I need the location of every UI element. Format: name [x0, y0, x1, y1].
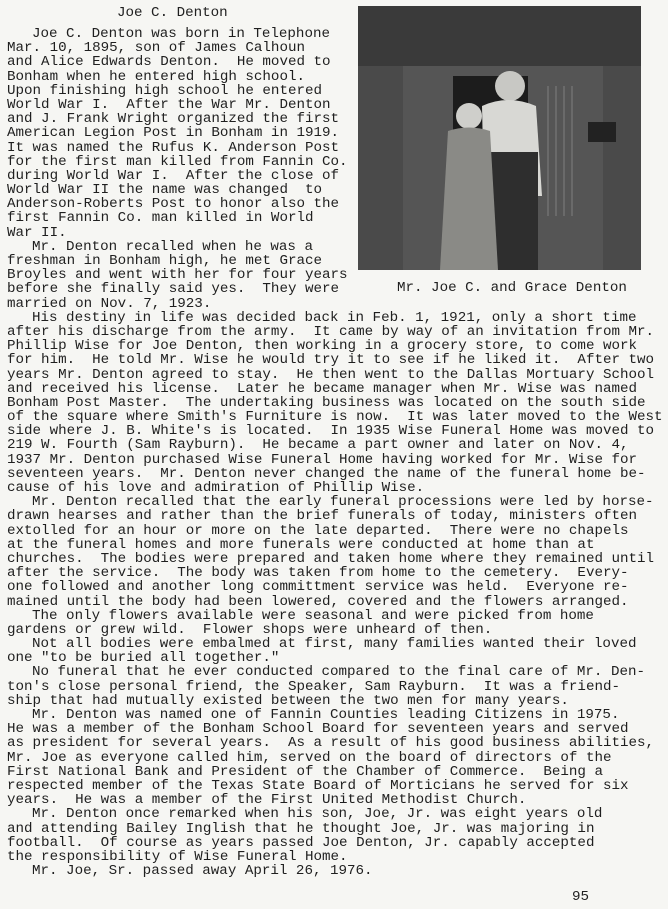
text-line: ship that had mutually existed between the two men for many years. [7, 692, 569, 709]
text-line: for the first man killed from Fannin Co. [7, 153, 348, 170]
body-paragraph [7, 637, 663, 665]
text-line: 219 W. Fourth (Sam Rayburn). He became a part owner and later on Nov. 4, [7, 437, 629, 454]
text-line: before she finally said yes. They were [7, 281, 340, 298]
text-line: Mar. 10, 1895, son of James Calhoun [7, 40, 305, 57]
text-line: one followed and another long committment service was held. Everyone re- [7, 579, 629, 596]
text-line: World War I. After the War Mr. Denton [7, 96, 331, 113]
body-paragraph [7, 609, 663, 637]
text-line: after the service. The body was taken from home to the cemetery. Every- [7, 565, 629, 582]
text-line: cause of his love and admiration of Phillip Wise. [7, 480, 425, 496]
text-line: World War II the name was changed to [7, 182, 323, 199]
text-line: His destiny in life was decided back in Feb. 1, 1921, only a short time [32, 309, 637, 326]
text-line: for him. He told Mr. Wise he would try it to see if he liked it. After two [7, 352, 655, 369]
text-line: Mr. Denton was named one of Fannin Counties leading Citizens in 1975. [32, 707, 620, 723]
body-paragraph [7, 708, 663, 807]
text-line: He was a member of the Bonham School Board for seventeen years and served [7, 721, 629, 738]
text-line: of the square where Smith's Furniture is now. It was later moved to the West [7, 409, 663, 426]
text-line: Upon finishing high school he entered [7, 82, 323, 99]
text-line: and Alice Edwards Denton. He moved to [7, 54, 331, 71]
text-line: drawn hearses and rather than the brief funerals of today, ministers often [7, 508, 638, 525]
text-line: Mr. Denton recalled when he was a [32, 238, 313, 255]
body-paragraph [7, 495, 663, 609]
text-line: and J. Frank Wright organized the first [7, 111, 340, 128]
photo-caption: Mr. Joe C. and Grace Denton [397, 280, 627, 296]
text-line: as president for several years. As a result of his good business abilities, [7, 735, 655, 752]
text-line: freshman in Bonham high, he met Grace [7, 253, 323, 269]
article-title: Joe C. Denton [117, 5, 228, 21]
text-line: Bonham Post Master. The undertaking business was located on the south side [7, 394, 646, 411]
text-line: respected member of the Texas State Board of Morticians he served for six [7, 777, 629, 794]
text-line: The only flowers available were seasonal and were picked from home [32, 607, 594, 624]
article-text [7, 27, 663, 878]
text-line: Mr. Joe, Sr. passed away April 26, 1976. [32, 863, 373, 880]
text-line: after his discharge from the army. It came by way of an invitation from Mr. [7, 323, 655, 340]
left-column-paragraph [7, 27, 663, 240]
text-line: mained until the body had been lowered, covered and the flowers arranged. [7, 593, 629, 610]
text-line: years. He was a member of the First United Methodist Church. [7, 792, 527, 809]
text-line: First National Bank and President of the Chamber of Commerce. Being a [7, 763, 603, 780]
text-line: Joe C. Denton was born in Telephone [32, 26, 330, 42]
body-paragraph [7, 864, 663, 878]
left-column-paragraph [7, 240, 663, 311]
body-paragraph [7, 807, 663, 864]
text-line: at the funeral homes and more funerals were conducted at home than at [7, 536, 595, 553]
text-line: married on Nov. 7, 1923. [7, 295, 212, 312]
text-line: during World War I. After the close of [7, 167, 340, 184]
text-line: gardens or grew wild. Flower shops were unheard of then. [7, 621, 493, 638]
text-line: Bonham when he entered high school. [7, 68, 305, 85]
text-line: first Fannin Co. man killed in World [7, 210, 314, 227]
text-line: extolled for an hour or more on the late departed. There were no chapels [7, 522, 629, 539]
text-line: Anderson-Roberts Post to honor also the [7, 196, 340, 213]
text-line: ton's close personal friend, the Speaker, Sam Rayburn. It was a friend- [7, 678, 620, 695]
text-line: Mr. Denton recalled that the early funeral processions were led by horse- [32, 494, 654, 511]
text-line: 1937 Mr. Denton purchased Wise Funeral Home having worked for Mr. Wise for [7, 451, 638, 468]
text-line: No funeral that he ever conducted compared to the final care of Mr. Den- [32, 664, 645, 681]
text-line: Mr. Denton once remarked when his son, Joe, Jr. was eight years old [32, 806, 603, 823]
text-line: War II. [7, 224, 67, 241]
text-line: Phillip Wise for Joe Denton, then working in a grocery store, to come work [7, 338, 638, 355]
text-line: American Legion Post in Bonham in 1919. [7, 125, 340, 142]
text-line: Broyles and went with her for four years [7, 267, 348, 284]
text-line: and received his license. Later he became manager when Mr. Wise was named [7, 380, 638, 397]
text-line: the responsibility of Wise Funeral Home. [7, 848, 348, 865]
text-line: seventeen years. Mr. Denton never changed the name of the funeral home be- [7, 465, 646, 482]
text-line: years Mr. Denton agreed to stay. He then went to the Dallas Mortuary School [7, 366, 655, 383]
text-line: churches. The bodies were prepared and taken home where they remained until [7, 550, 655, 567]
text-line: Not all bodies were embalmed at first, many families wanted their loved [32, 636, 637, 653]
text-line: It was named the Rufus K. Anderson Post [7, 139, 340, 156]
text-line: football. Of course as years passed Joe Denton, Jr. capably accepted [7, 834, 595, 851]
text-line: Mr. Joe as everyone called him, served on the board of directors of the [7, 749, 612, 766]
text-line: and attending Bailey Inglish that he thought Joe, Jr. was majoring in [7, 820, 595, 837]
text-line: side where J. B. White's is located. In 1935 Wise Funeral Home was moved to [7, 423, 655, 440]
body-paragraph [7, 665, 663, 708]
body-paragraph [7, 311, 663, 495]
text-line: one "to be buried all together." [7, 650, 280, 667]
page-number: 95 [572, 889, 590, 905]
